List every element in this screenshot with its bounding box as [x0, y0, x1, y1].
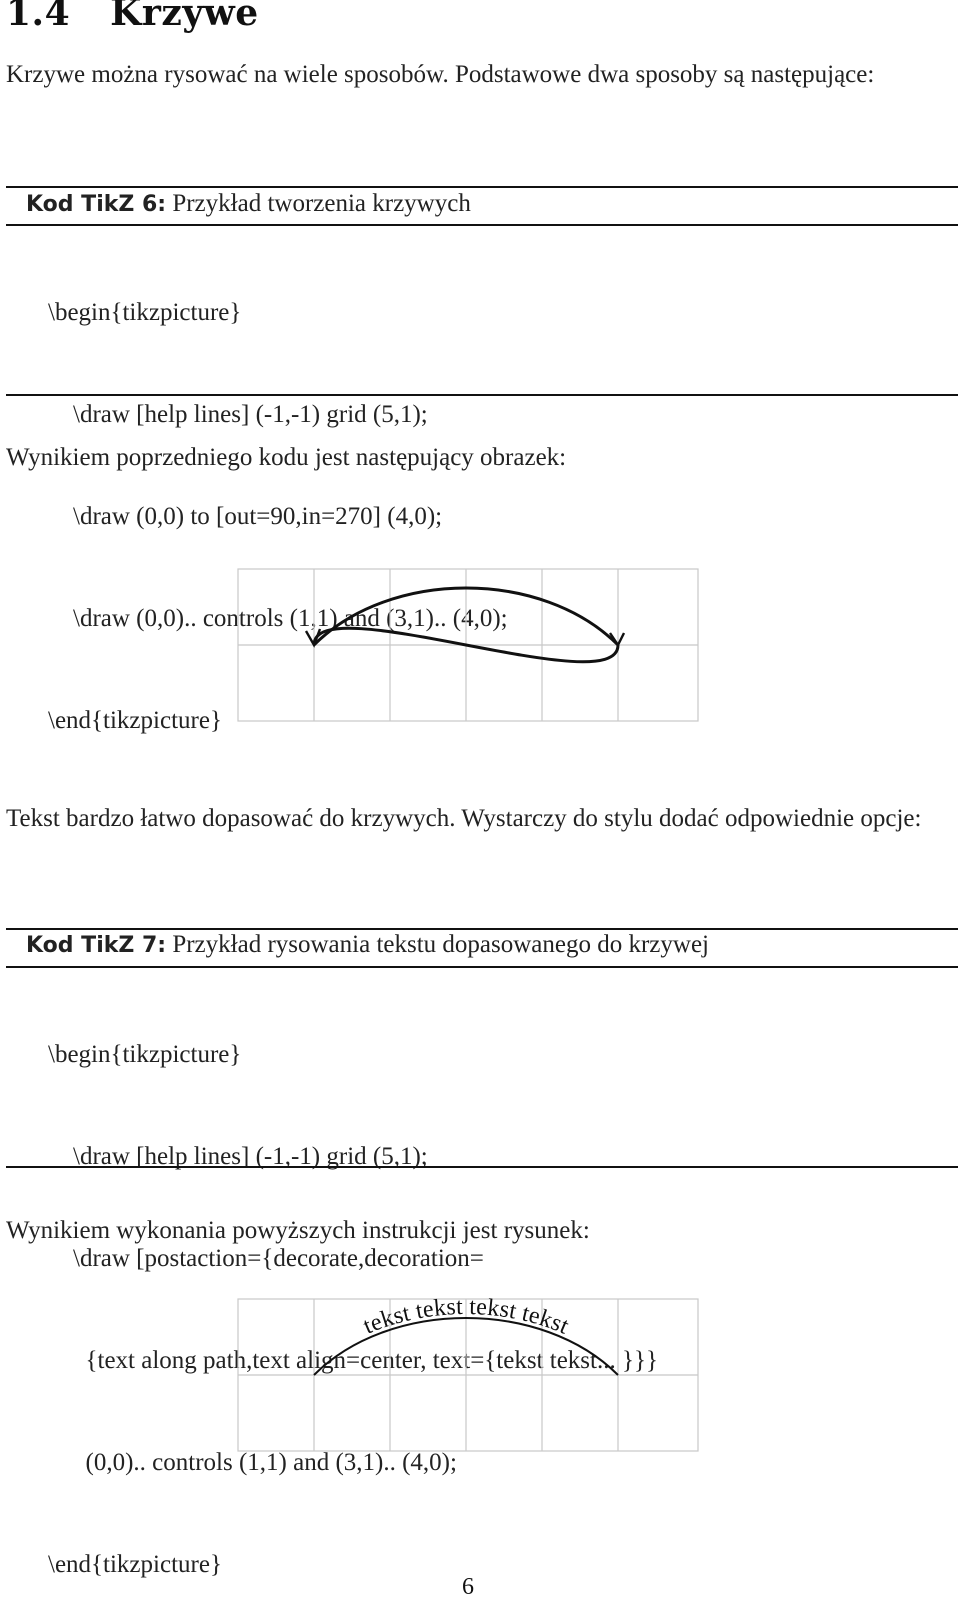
figure-text-on-curve	[236, 1297, 700, 1455]
result1-paragraph: Wynikiem poprzedniego kodu jest następujący obrazek:	[6, 444, 567, 471]
code-line: \end{tikzpicture}	[48, 1551, 222, 1578]
code-line: (0,0).. controls (1,1) and (3,1).. (4,0);	[48, 1449, 457, 1476]
section-heading	[6, 0, 259, 34]
section-number: 1.4	[6, 0, 71, 34]
listing1-top-rule	[6, 186, 958, 188]
code-line: \draw [help lines] (-1,-1) grid (5,1);	[48, 1143, 428, 1170]
figure-curves	[236, 567, 700, 725]
listing1-caption-rule	[6, 224, 958, 226]
code-line: \draw [postaction={decorate,decoration=	[48, 1245, 484, 1272]
listing2-bottom-rule	[6, 1166, 958, 1168]
page-number: 6	[462, 1574, 474, 1600]
listing2-caption-text: Przykład rysowania tekstu dopasowanego do krzywej	[172, 931, 709, 958]
code-line: \begin{tikzpicture}	[48, 1041, 242, 1068]
listing2-caption	[26, 931, 709, 959]
code-line: \draw (0,0) to [out=90,in=270] (4,0);	[48, 503, 443, 530]
listing2-label: Kod TikZ 7:	[26, 933, 167, 958]
result2-paragraph: Wynikiem wykonania powyższych instrukcji jest rysunek:	[6, 1217, 590, 1244]
code-line: {text along path,text align=center, text={tekst tekst... }}}	[48, 1347, 658, 1374]
listing1-bottom-rule	[6, 394, 958, 396]
curve-text-path: tekst tekst tekst tekst	[359, 1297, 573, 1340]
help-lines-grid	[238, 1299, 698, 1451]
code-line: \end{tikzpicture}	[48, 707, 222, 734]
middle-paragraph: Tekst bardzo łatwo dopasować do krzywych. Wystarczy do stylu dodać odpowiednie opcje:	[6, 805, 922, 832]
listing2-top-rule	[6, 928, 958, 930]
intro-paragraph: Krzywe można rysować na wiele sposobów. Podstawowe dwa sposoby są następujące:	[6, 61, 875, 88]
listing2-caption-rule	[6, 966, 958, 968]
code-line: \begin{tikzpicture}	[48, 299, 242, 326]
listing1-caption-text: Przykład tworzenia krzywych	[172, 190, 471, 217]
listing1-caption	[26, 190, 471, 218]
listing1-label: Kod TikZ 6:	[26, 192, 167, 217]
section-title: Krzywe	[110, 0, 259, 34]
code-line: \draw [help lines] (-1,-1) grid (5,1);	[48, 401, 428, 428]
code-line: \draw (0,0).. controls (1,1) and (3,1).. (4,0);	[48, 605, 508, 632]
listing2-code	[48, 970, 658, 1616]
